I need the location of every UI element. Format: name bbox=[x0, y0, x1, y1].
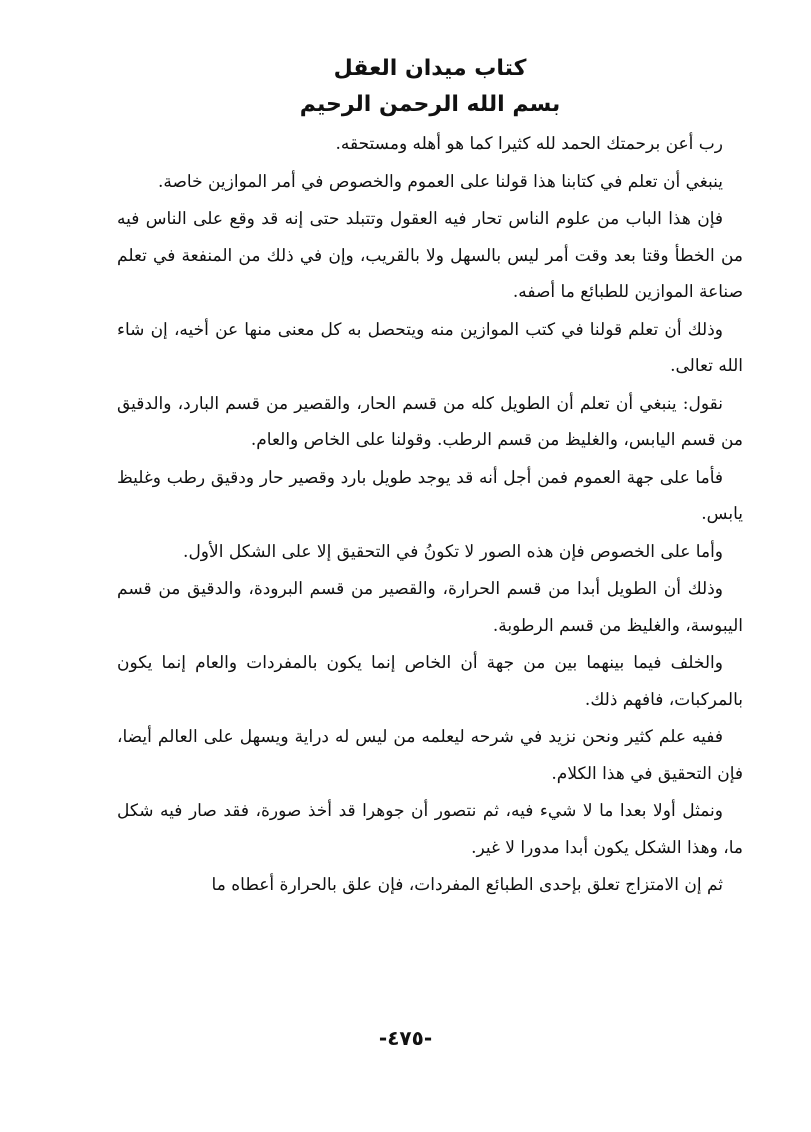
paragraph: وأما على الخصوص فإن هذه الصور لا تكونُ في التحقيق إلا على الشكل الأول. bbox=[183, 541, 723, 562]
paragraph: ونمثل أولا بعدا ما لا شيء فيه، ثم نتصور أن جوهرا قد أخذ صورة، فقد صار فيه شكل ما، وهذا الشكل يكون أبدا مدورا لا غير. bbox=[117, 801, 743, 858]
paragraph: ينبغي أن تعلم في كتابنا هذا قولنا على العموم والخصوص في أمر الموازين خاصة. bbox=[157, 171, 723, 192]
body-text bbox=[117, 126, 743, 904]
paragraph: فإن هذا الباب من علوم الناس تحار فيه العقول وتتبلد حتى إنه قد وقع على الناس فيه من الخطأ وقتا بعد وقت أمر ليس بالسهل ولا بالقريب، وإن في ذلك من المنفعة في تعلم صناعة الموازين للطبائع ما أصفه. bbox=[117, 209, 743, 302]
paragraph: ثم إن الامتزاج تعلق بإحدى الطبائع المفردات، فإن علق بالحرارة أعطاه ما bbox=[211, 875, 723, 895]
page-number: -٤٧٥- bbox=[378, 1026, 433, 1050]
paragraph: فأما على جهة العموم فمن أجل أنه قد يوجد طويل بارد وقصير حار ودقيق رطب وغليظ يابس. bbox=[117, 467, 743, 524]
paragraph: والخلف فيما بينهما بين من جهة أن الخاص إنما يكون بالمفردات والعام إنما يكون بالمركبات، فافهم ذلك. bbox=[117, 653, 743, 710]
basmala-heading: بسم الله الرحمن الرحيم bbox=[299, 92, 561, 117]
paragraph: ففيه علم كثير ونحن نزيد في شرحه ليعلمه من ليس له دراية ويسهل على العالم أيضا، فإن التحقيق في هذا الكلام. bbox=[117, 727, 743, 784]
book-title: كتاب ميدان العقل bbox=[333, 56, 527, 81]
paragraph: رب أعن برحمتك الحمد لله كثيرا كما هو أهله ومستحقه. bbox=[335, 134, 723, 154]
paragraph: وذلك أن الطويل أبدا من قسم الحرارة، والقصير من قسم البرودة، والدقيق من قسم اليبوسة، والغليظ من قسم الرطوبة. bbox=[117, 579, 743, 636]
paragraph: نقول: ينبغي أن تعلم أن الطويل كله من قسم الحار، والقصير من قسم البارد، والدقيق من قسم اليابس، والغليظ من قسم الرطب. وقولنا على الخاص والعام. bbox=[117, 393, 743, 450]
paragraph: وذلك أن تعلم قولنا في كتب الموازين منه ويتحصل به كل معنى منها عن أخيه، إن شاء الله تعالى. bbox=[117, 319, 743, 376]
